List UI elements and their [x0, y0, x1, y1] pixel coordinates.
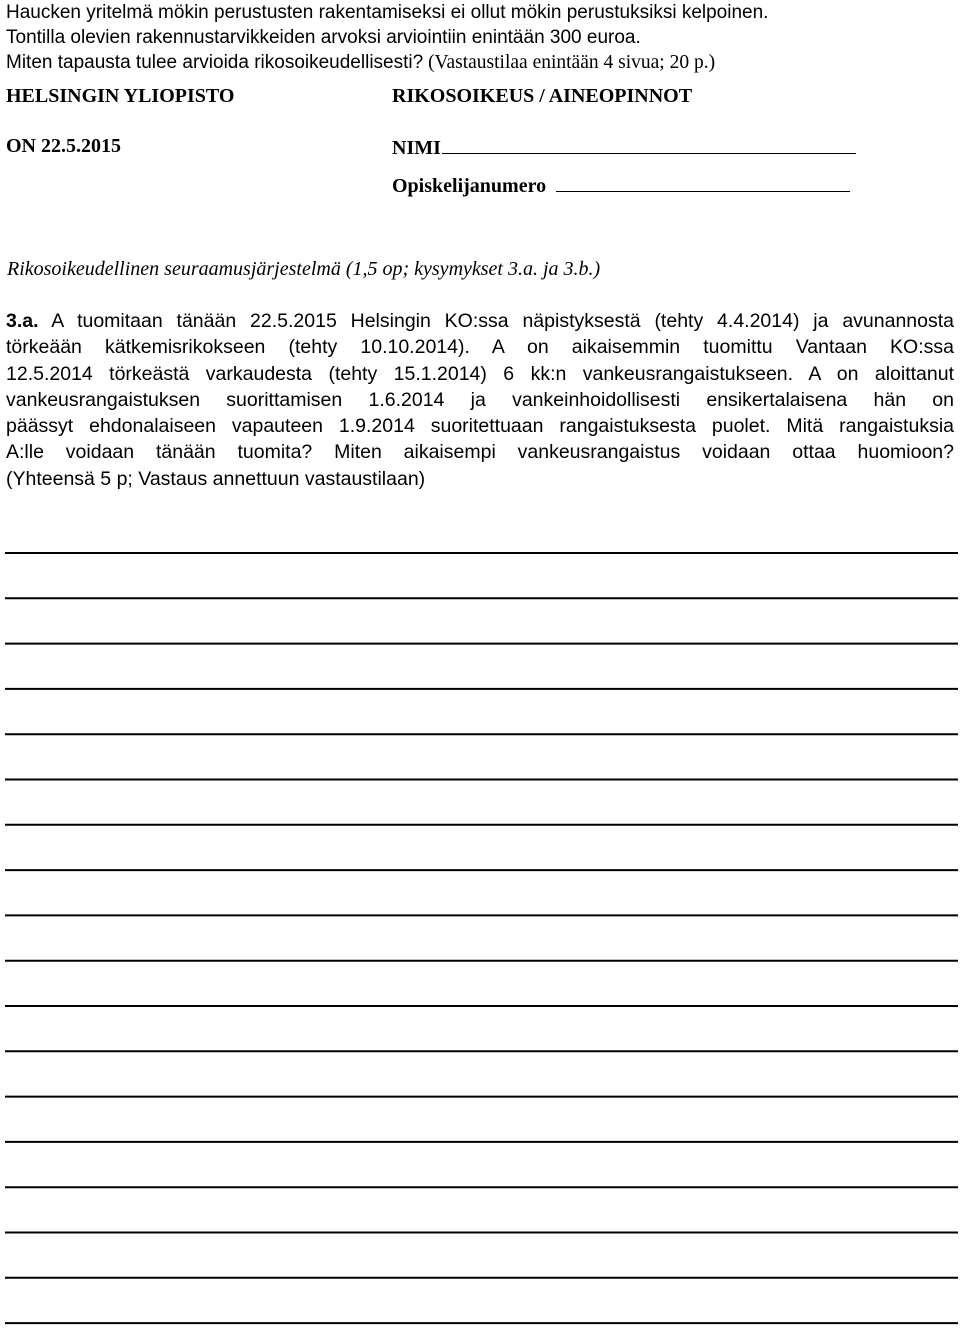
question-line-5: päässyt ehdonalaiseen vapauteen 1.9.2014 suoritettuaan rangaistuksesta puolet. Mitä rangaistuksia — [6, 415, 954, 438]
intro-line-2: Tontilla olevien rakennustarvikkeiden arvoksi arviointiin enintään 300 euroa. — [6, 27, 641, 48]
intro-line-3-note: (Vastaustilaa enintään 4 sivua; 20 p.) — [423, 52, 716, 73]
question-line-7: (Yhteensä 5 p; Vastaus annettuun vastaustilaan) — [6, 467, 426, 490]
question-line-6: A:lle voidaan tänään tuomita? Miten aikaisempi vankeusrangaistus voidaan ottaa huomioon? — [6, 441, 954, 464]
university-name: HELSINGIN YLIOPISTO — [6, 85, 235, 107]
question-label: 3.a. — [6, 310, 39, 332]
name-field[interactable] — [392, 134, 856, 160]
question-3a — [6, 308, 954, 492]
exam-date: ON 22.5.2015 — [6, 135, 121, 157]
question-line-4: vankeusrangaistuksen suorittamisen 1.6.2014 ja vankeinhoidollisesti ensikertalaisena hän on — [6, 388, 954, 411]
course-title: Rikosoikeudellinen seuraamusjärjestelmä (1,5 op; kysymykset 3.a. ja 3.b.) — [7, 258, 601, 280]
student-number-label: Opiskelijanumero — [392, 175, 547, 197]
question-line-3: 12.5.2014 törkeästä varkaudesta (tehty 15.1.2014) 6 kk:n vankeusrangaistukseen. A on aloittanut — [6, 362, 954, 385]
intro-line-3 — [6, 50, 956, 75]
question-line-1-text: A tuomitaan tänään 22.5.2015 Helsingin KO:ssa näpistyksestä (tehty 4.4.2014) ja avunannosta — [38, 310, 954, 332]
student-number-field[interactable] — [392, 172, 850, 198]
question-line-1 — [6, 308, 954, 334]
course-group: RIKOSOIKEUS / AINEOPINNOT — [392, 85, 693, 107]
intro-line-1: Haucken yritelmä mökin perustusten rakentamiseksi ei ollut mökin perustuksiksi kelpoinen. — [6, 2, 769, 23]
previous-question-text — [6, 0, 956, 75]
intro-line-3-question: Miten tapausta tulee arvioida rikosoikeudellisesti? — [6, 52, 424, 73]
student-number-blank-line[interactable] — [556, 172, 850, 192]
name-blank-line[interactable] — [442, 134, 856, 154]
name-label: NIMI — [392, 137, 441, 159]
question-line-2: törkeään kätkemisrikokseen (tehty 10.10.2014). A on aikaisemmin tuomittu Vantaan KO:ssa — [6, 336, 954, 359]
